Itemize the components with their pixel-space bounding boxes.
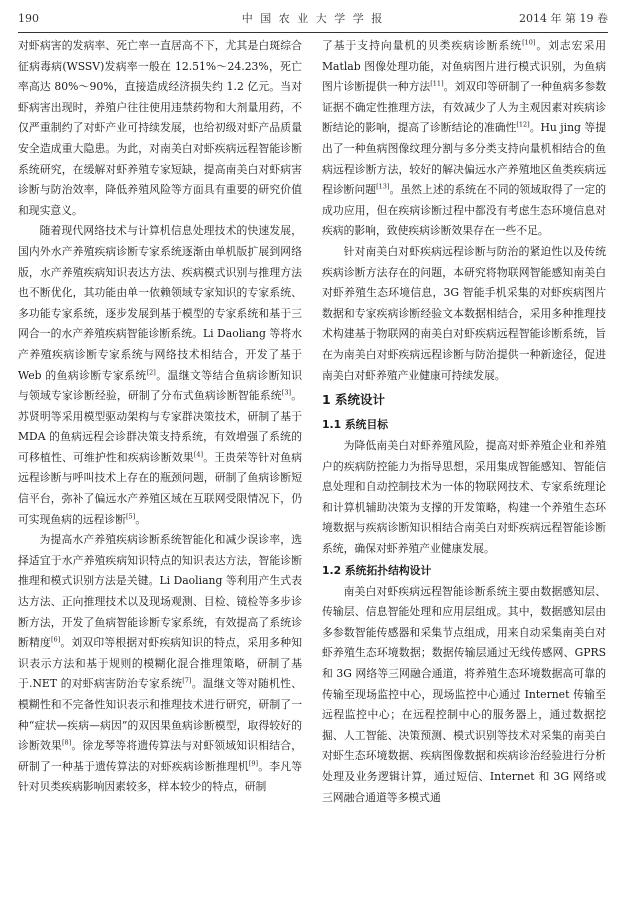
citation: [13] [376, 182, 390, 191]
citation: [11] [430, 79, 444, 88]
text-span: 随着现代网络技术与计算机信息处理技术的快速发展，国内外水产养殖疾病诊断专家系统逐渐由单机版扩展到网络版，水产养殖疾病知识表达方法、疾病模式识别与推理方法也不断优化，其功能由单一依赖领域专家知识的专家系统、多功能专家系统，逐步发展到基于模型的专家系统和基于三网合一的水产养殖疾病智能诊断系统。Li Daoliang 等将水产养殖疾病诊断专家系统与网络技术相结合，开发了基于 Web 的鱼病诊断专家系统 [18, 224, 302, 382]
text-span: 。温继文等对随机性、模糊性和不完备性知识表示和推理技术进行研究，研制了一种“症状—疾病—病因”的双因果鱼病诊断模型，取得较好的诊断效果 [18, 677, 302, 753]
paragraph-system-goal: 为降低南美白对虾养殖风险，提高对虾养殖企业和养殖户的疾病防控能力为指导思想，采用集成智能感知、智能信息处理和自动控制技术为一体的物联网技术、专家系统理论和计算机辅助决策为支撑的开发策略，构建一个养殖生态环境数据与疾病诊断知识相结合南美白对虾疾病远程智能诊断系统，确保对虾养殖产业健康发展。 [322, 439, 606, 556]
running-header [18, 10, 608, 28]
subsection-heading-topology: 1.2 系统拓扑结构设计 [322, 563, 432, 577]
citation: [9] [248, 759, 259, 768]
paragraph-intro-continued: 对虾病害的发病率、死亡率一直居高不下，尤其是白斑综合征病毒病(WSSV)发病率一般在 12.51%～24.23%，死亡率高达 80%～90%，直接造成经济损失约 1.2 亿元。当对虾病害出现时，养殖户往往使用违禁药物和大剂量用药，不仅严重制约了对虾产业可持续发展，也给初级对虾产品质量安全造成重大隐患。为此，对南美白对虾疾病远程智能诊断系统研究，在缓解对虾养殖专家短缺，提高南美白对虾病害诊断与防治效率，降低养殖风险等方面具有重要的研究价值和现实意义。 [18, 39, 302, 217]
paragraph-research-aim: 针对南美白对虾疾病远程诊断与防治的紧迫性以及传统疾病诊断方法存在的问题，本研究将物联网智能感知南美白对虾养殖生态环境信息，3G 智能手机采集的对虾疾病图片数据和专家疾病诊断经验文本数据相结合，采用多种推理技术构建基于物联网的南美白对虾疾病远程智能诊断系统，旨在为南美白对虾疾病远程诊断与防治提供一种新途径，促进南美白对虾养殖产业健康可持续发展。 [322, 244, 606, 382]
text-span: 。Hu jing 等提出了一种鱼病图像纹理分割与多分类支持向量机相结合的鱼病远程诊断方法，较好的解决偏远水产养殖地区鱼类疾病远程诊断问题 [322, 121, 606, 197]
left-column [18, 36, 302, 898]
text-span: 为提高水产养殖疾病诊断系统智能化和减少误诊率，选择适宜于水产养殖疾病知识特点的知识表达方法，智能诊断推理和模式识别方法是关键。Li Daoliang 等利用产生式表达方法、正向推理技术以及现场观测、目检、镜检等多步诊断方法，开发了鱼病智能诊断专家系统，有效提高了系统诊断精度 [18, 533, 302, 650]
citation: [4] [193, 450, 204, 459]
text-span: 。 [135, 512, 146, 526]
text-span: 。虽然上述的系统在不同的领域取得了一定的成功应用，但在疾病诊断过程中都没有考虑生态环境信息对疾病的影响，致使疾病诊断效果存在一些不足。 [322, 183, 606, 238]
citation: [7] [182, 676, 192, 685]
text-span: 。温继文等结合鱼病诊断知识与领域专家诊断经验，研制了分布式鱼病诊断智能系统 [18, 368, 302, 403]
text-span: 。苏贤明等采用模型驱动架构与专家群决策技术，研制了基于 MDA 的鱼病远程会诊群决策支持系统，有效增强了系统的可移植性、可维护性和疾病诊断效果 [18, 389, 302, 464]
paragraph-related-systems [18, 221, 302, 530]
citation: [12] [516, 120, 530, 129]
right-column [322, 36, 606, 898]
journal-issue: 2014 年 第 19 卷 [519, 12, 608, 25]
paragraph-topology: 南美白对虾疾病远程智能诊断系统主要由数据感知层、传输层、信息智能处理和应用层组成。其中，数据感知层由多参数智能传感器和采集节点组成，用来自动采集南美白对虾养殖生态环境数据；数据传输层通过无线传感网、GPRS 和 3G 网络等三网融合通道，将养殖生态环境数据高可靠的传输至现场监控中心，现场监控中心通过 Internet 传输至远程监控中心；在远程控制中心的服务器上，通过数据挖掘、人工智能、决策预测、模式识别等技术对采集的南美白对虾生态环境数据、疾病图像数据和疾病诊治经验进行分析处理及业务逻辑计算，通过短信、Internet 和 3G 网络或三网融合通道等多模式通 [322, 584, 606, 804]
citation: [6] [50, 635, 61, 644]
section-heading-system-design: 1 系统设计 [322, 392, 386, 408]
text-span: 。徐龙琴等将遗传算法与对虾领域知识相结合，研制了一种基于遗传算法的对虾疾病诊断推理机 [18, 739, 302, 773]
citation: [3] [281, 388, 292, 397]
text-span: 。李凡等针对贝类疾病影响因素较多，样本较少的特点，研制 [18, 759, 302, 794]
text-span: 。刘双印等根据对虾疾病知识的特点，采用多种知识表示方法和基于规则的模糊化混合推理策略，研制了基于.NET 的对虾病害防治专家系统 [18, 636, 302, 691]
citation: [2] [146, 367, 156, 376]
header-rule [18, 32, 608, 33]
text-span: 。刘双印等研制了一种鱼病多参数证据不确定性推理方法，有效减少了人为主观因素对疾病诊断结论的影响，提高了诊断结论的准确性 [322, 80, 606, 135]
text-span: 。刘志宏采用 Matlab 图像处理功能，对鱼病图片进行模式识别，为鱼病图片诊断提供一种方法 [322, 39, 606, 94]
citation: [10] [522, 38, 536, 47]
text-span: 了基于支持向量机的贝类疾病诊断系统 [322, 39, 523, 52]
page-number: 190 [18, 12, 39, 25]
paragraph-reasoning-methods [18, 530, 302, 798]
text-span: 。王贵荣等针对鱼病远程诊断与呼叫技术上存在的瓶颈问题，研制了鱼病诊断短信平台，弥补了偏远水产养殖区域在互联网受限情况下，仍可实现鱼病的远程诊断 [18, 450, 302, 526]
journal-name: 中 国 农 业 大 学 学 报 [241, 12, 385, 25]
citation: [8] [61, 738, 72, 747]
paragraph-related-continued [322, 36, 606, 242]
subsection-heading-system-goal: 1.1 系统目标 [322, 418, 389, 432]
citation: [5] [125, 512, 136, 521]
